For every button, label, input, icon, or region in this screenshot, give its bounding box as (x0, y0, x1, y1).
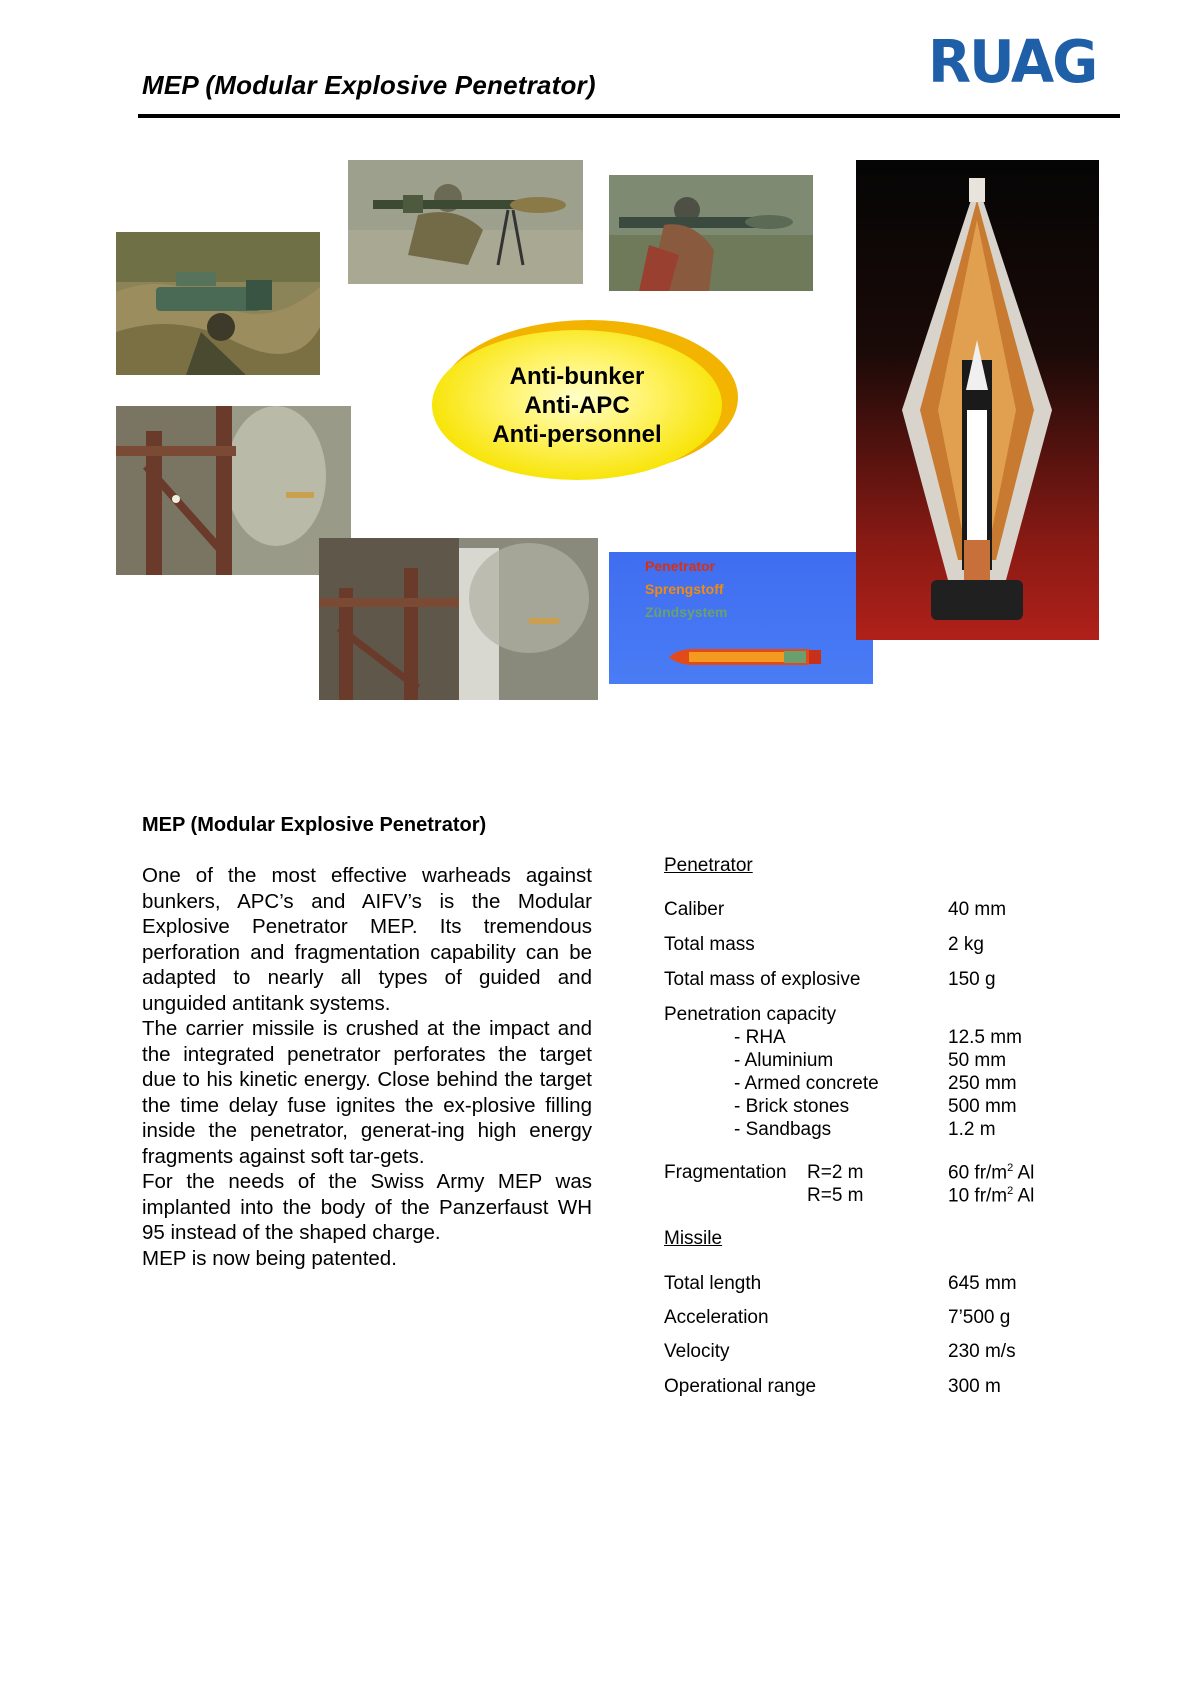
description-text (142, 863, 592, 1271)
spec-value: 60 $fr/m^2$ Al (948, 1162, 1035, 1184)
spec-row-aluminium (664, 1050, 1124, 1074)
spec-value: 645 mm (948, 1273, 1017, 1294)
spec-row-fragmentation-1 (664, 1162, 1124, 1186)
spec-value: 230 m/s (948, 1341, 1016, 1362)
callout-line-2: Anti-APC (524, 391, 630, 419)
spec-value: 150 g (948, 969, 996, 990)
page-title: MEP (Modular Explosive Penetrator) (142, 70, 596, 100)
photo-soldier-aiming (609, 175, 813, 291)
photo-warhead-cutaway (856, 160, 1099, 640)
spec-value: 500 mm (948, 1096, 1017, 1117)
spec-label: Fragmentation (664, 1162, 787, 1183)
spec-row-explosive-mass (664, 969, 1124, 993)
spec-row-rha (664, 1027, 1124, 1051)
paragraph: MEP is now being patented. (142, 1246, 397, 1270)
spec-value: 2 kg (948, 934, 984, 955)
spec-value: 1.2 m (948, 1119, 996, 1140)
diagram-label-penetrator: Penetrator (645, 558, 716, 574)
spec-value: 250 mm (948, 1073, 1017, 1094)
photo-impact-test-1 (116, 406, 351, 575)
spec-label: Caliber (664, 899, 725, 920)
diagram-label-fuse: Zündsystem (645, 604, 728, 620)
spec-value: 7’500 g (948, 1307, 1011, 1328)
spec-value: 40 mm (948, 899, 1007, 920)
spec-value: 12.5 mm (948, 1027, 1022, 1048)
role-callout (432, 330, 722, 480)
spec-row-acceleration (664, 1307, 1124, 1331)
photo-panzerfaust-prone (348, 160, 583, 284)
photo-impact-test-2 (319, 538, 598, 700)
spec-label: - RHA (734, 1027, 786, 1048)
spec-value: 300 m (948, 1376, 1001, 1397)
spec-label: Total mass (664, 934, 755, 955)
spec-row-velocity (664, 1341, 1124, 1365)
callout-line-1: Anti-bunker (509, 362, 645, 390)
diagram-label-explosive: Sprengstoff (645, 581, 724, 597)
fragmentation-radius: R=5 m (807, 1185, 864, 1206)
header-divider (138, 114, 1120, 118)
spec-label: - Sandbags (734, 1119, 832, 1140)
photo-launcher-soldier (116, 232, 320, 375)
spec-row-caliber (664, 899, 1124, 923)
spec-row-fragmentation-2 (664, 1185, 1124, 1209)
spec-label: - Armed concrete (734, 1073, 879, 1094)
penetrator-diagram (609, 552, 873, 684)
spec-label: Penetration capacity (664, 1004, 837, 1025)
spec-label: - Brick stones (734, 1096, 850, 1117)
callout-line-3: Anti-personnel (492, 420, 662, 448)
spec-label: Total mass of explosive (664, 969, 861, 990)
missile-heading: Missile (664, 1228, 723, 1249)
spec-value: 10 $fr/m^2$ Al (948, 1185, 1035, 1207)
spec-row-concrete (664, 1073, 1124, 1097)
paragraph: The carrier missile is crushed at the impact and the integrated penetrator perforates the target due to his kinetic energy. Close behind the target the time delay fuse ignites the ex-plosive filling inside the penetrator, generat-ing high energy fragments against soft tar-gets. (142, 1017, 592, 1168)
section-heading: MEP (Modular Explosive Penetrator) (142, 814, 487, 836)
spec-label: Acceleration (664, 1307, 769, 1328)
spec-row-total-length (664, 1273, 1124, 1297)
spec-label: - Aluminium (734, 1050, 834, 1071)
fragmentation-radius: R=2 m (807, 1162, 864, 1183)
spec-row-range (664, 1376, 1124, 1400)
spec-row-sandbags (664, 1119, 1124, 1143)
spec-label: Velocity (664, 1341, 730, 1362)
spec-row-penetration (664, 1004, 1124, 1028)
spec-value: 50 mm (948, 1050, 1007, 1071)
ruag-logo: RUAG (928, 28, 1097, 97)
penetrator-heading: Penetrator (664, 855, 753, 876)
paragraph: For the needs of the Swiss Army MEP was implanted into the body of the Panzerfaust WH 95 instead of the shaped charge. (142, 1170, 592, 1244)
paragraph: One of the most effective warheads against bunkers, APC’s and AIFV’s is the Modular Explosive Penetrator MEP. Its tremendous perforation and fragmentation capability can be adapted to nearly all types of guided and unguided antitank systems. (142, 864, 592, 1015)
spec-label: Total length (664, 1273, 762, 1294)
spec-label: Operational range (664, 1376, 817, 1397)
spec-row-total-mass (664, 934, 1124, 958)
spec-row-brick (664, 1096, 1124, 1120)
